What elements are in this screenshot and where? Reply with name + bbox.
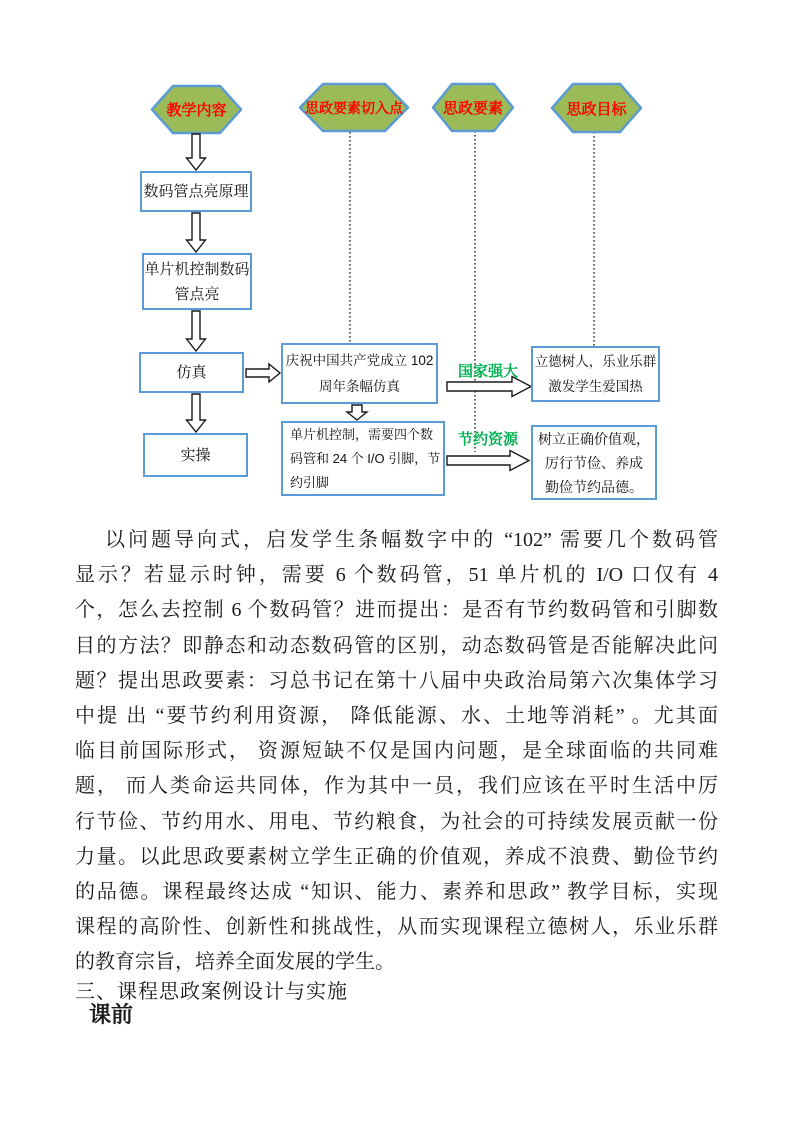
paragraph-line: 题？提出思政要素：习总书记在第十八届中央政治局第六次集体学习	[75, 669, 718, 692]
paragraph-line: 力量。以此思政要素树立学生正确的价值观，养成不浪费、勤俭节约	[75, 845, 718, 868]
flow-box-values-goal	[531, 425, 657, 500]
flow-box-simulation	[139, 352, 244, 393]
paragraph-line: 临目前国际形式， 资源短缺不仅是国内问题，是全球面临的共同难	[75, 740, 718, 763]
paragraph-line: 中提 出 “要节约利用资源， 降低能源、水、土地等消耗” 。尤其面	[75, 704, 718, 727]
paragraph-line: 个，怎么去控制 6 个数码管？进而提出：是否有节约数码管和引脚数	[75, 599, 718, 622]
flow-box-banner-simulation	[281, 343, 438, 404]
arrow-label-save-resources: 节约资源	[457, 431, 518, 448]
section-heading: 三、课程思政案例设计与实施	[75, 981, 348, 1003]
flow-header-ideology-goal	[552, 84, 641, 132]
flow-box-principle	[140, 171, 252, 212]
flow-box-moral-goal	[531, 346, 660, 402]
right-arrow-icon	[447, 451, 529, 471]
flow-header-label: 思政要素	[442, 100, 503, 117]
arrow-label-national-strength: 国家强大	[457, 363, 518, 380]
down-arrow-icon	[347, 405, 367, 420]
paragraph-line: 的教育宗旨，培养全面发展的学生。	[75, 951, 395, 974]
right-arrow-icon	[246, 364, 280, 382]
down-arrow-icon	[187, 394, 206, 432]
flow-header-label: 思政目标	[566, 100, 627, 118]
down-arrow-icon	[187, 213, 206, 252]
flow-box-mcu-control	[142, 253, 252, 310]
paragraph-line: 题， 而人类命运共同体，作为其中一员，我们应该在平时生活中厉	[75, 775, 718, 798]
flow-header-label: 教学内容	[166, 102, 227, 119]
flow-box-io-pins	[281, 421, 445, 496]
flow-box-text: 周年条幅仿真	[319, 378, 400, 394]
flow-box-practice	[143, 433, 248, 477]
flow-box-text: 实操	[180, 446, 211, 464]
paragraph-line: 显示？若显示时钟，需要 6 个数码管，51 单片机的 I/O 口仅有 4	[75, 564, 718, 587]
flow-box-text: 庆祝中国共产党成立 102	[285, 352, 434, 368]
flow-box-text: 勤俭节约品德。	[545, 478, 643, 495]
down-arrow-icon	[187, 134, 206, 170]
flow-box-text: 码管和 24 个 I/O 引脚，节	[290, 450, 441, 466]
flow-header-teaching-content	[152, 86, 241, 133]
paragraph-line: 行节俭、节约用水、用电、节约粮食，为社会的可持续发展贡献一份	[75, 810, 718, 833]
flow-box-text: 厉行节俭、养成	[545, 454, 643, 471]
flow-box-text: 管点亮	[174, 285, 220, 303]
flow-box-text: 单片机控制，需要四个数	[290, 426, 434, 442]
down-arrow-icon	[187, 311, 206, 351]
flow-box-text: 单片机控制数码	[144, 260, 250, 278]
section-subheading: 课前	[89, 1002, 134, 1027]
flow-box-text: 激发学生爱国热	[548, 379, 643, 394]
flow-header-ideology-element	[433, 84, 513, 131]
body-paragraph	[75, 523, 718, 980]
paragraph-line: 的品德。课程最终达成 “知识、能力、素养和思政” 教学目标，实现	[75, 880, 718, 903]
flow-box-text: 立德树人，乐业乐群	[534, 354, 657, 369]
flow-box-text: 仿真	[176, 364, 207, 381]
paragraph-line: 以问题导向式，启发学生条幅数字中的 “102” 需要几个数码管	[105, 529, 718, 551]
flow-box-text: 数码管点亮原理	[143, 183, 249, 200]
paragraph-line: 目的方法？即静态和动态数码管的区别，动态数码管是否能解决此问	[75, 634, 718, 657]
paragraph-line: 课程的高阶性、创新性和挑战性，从而实现课程立德树人，乐业乐群	[75, 916, 718, 939]
flow-box-text: 树立正确价值观，	[538, 430, 650, 447]
flow-box-text: 约引脚	[290, 474, 330, 490]
flow-header-label: 思政要素切入点	[305, 99, 403, 116]
flow-header-entry-point	[300, 84, 408, 131]
